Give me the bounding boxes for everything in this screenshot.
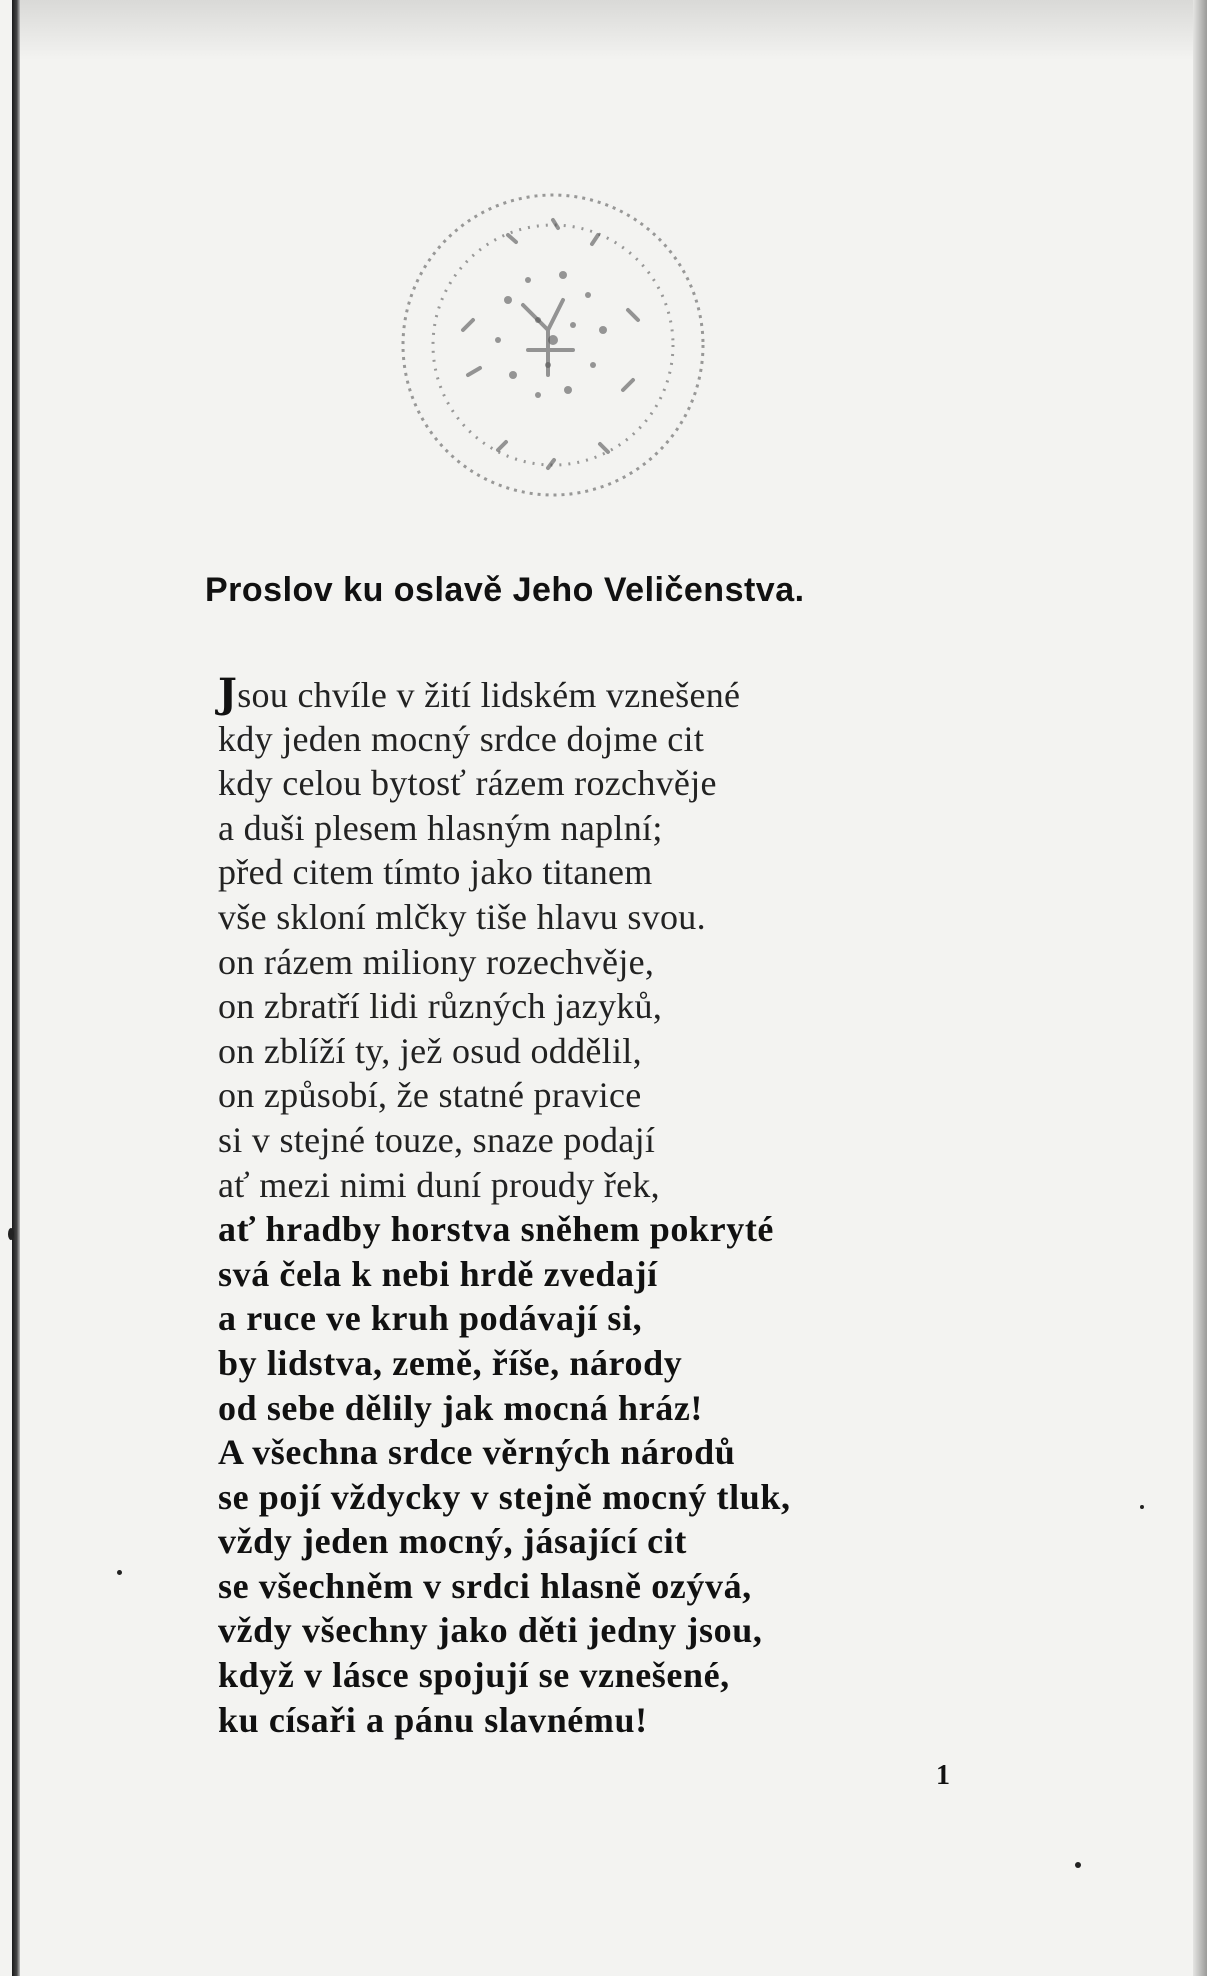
poem-line: ať hradby horstva sněhem pokryté: [218, 1209, 774, 1250]
page-number: 1: [936, 1760, 950, 1791]
poem-line: si v stejné touze, snaze podají: [218, 1119, 656, 1160]
poem-line: by lidstva, země, říše, národy: [218, 1342, 683, 1383]
poem-line: před citem tímto jako titanem: [218, 852, 653, 893]
poem-line-text: sou chvíle v žití lidském vznešené: [237, 675, 741, 715]
poem-line: se pojí vždycky v stejně mocný tluk,: [218, 1476, 791, 1517]
poem-line: vše skloní mlčky tiše hlavu svou.: [218, 896, 706, 937]
poem-line: on rázem miliony rozechvěje,: [218, 941, 655, 982]
poem-line: ku císaři a pánu slavnému!: [218, 1699, 648, 1740]
ink-speck: [117, 1570, 122, 1575]
drop-initial: J: [218, 670, 238, 717]
poem-line: on zbratří lidi různých jazyků,: [218, 986, 663, 1027]
poem-line: ať mezi nimi duní proudy řek,: [218, 1164, 660, 1205]
ink-speck: [1140, 1505, 1144, 1509]
library-stamp: [388, 180, 718, 510]
poem-line: A všechna srdce věrných národů: [218, 1432, 736, 1473]
poem-line: vždy všechny jako děti jedny jsou,: [218, 1610, 763, 1651]
page-shade-top: [20, 0, 1193, 60]
poem-line: od sebe dělily jak mocná hráz!: [218, 1387, 703, 1428]
poem-line: on zblíží ty, jež osud oddělil,: [218, 1030, 642, 1071]
poem-line: se všechněm v srdci hlasně ozývá,: [218, 1565, 752, 1606]
poem-line: kdy jeden mocný srdce dojme cit: [218, 718, 705, 759]
poem-line: on způsobí, že statné pravice: [218, 1075, 642, 1116]
poem-line: vždy jeden mocný, jásající cit: [218, 1521, 687, 1562]
poem: [218, 672, 1018, 1742]
ink-speck: [8, 1228, 14, 1240]
poem-line: a duši plesem hlasným naplní;: [218, 807, 663, 848]
poem-line: kdy celou bytosť rázem rozchvěje: [218, 763, 717, 804]
page-title: Proslov ku oslavě Jeho Veličenstva.: [205, 571, 805, 609]
poem-line: a ruce ve kruh podávají si,: [218, 1298, 643, 1339]
page-edge-right: [1193, 0, 1207, 1976]
poem-line: když v lásce spojují se vznešené,: [218, 1655, 730, 1696]
poem-line: [218, 672, 1018, 717]
ink-speck: [1075, 1862, 1081, 1868]
page-edge-left: [12, 0, 20, 1976]
poem-line: svá čela k nebi hrdě zvedají: [218, 1253, 658, 1294]
